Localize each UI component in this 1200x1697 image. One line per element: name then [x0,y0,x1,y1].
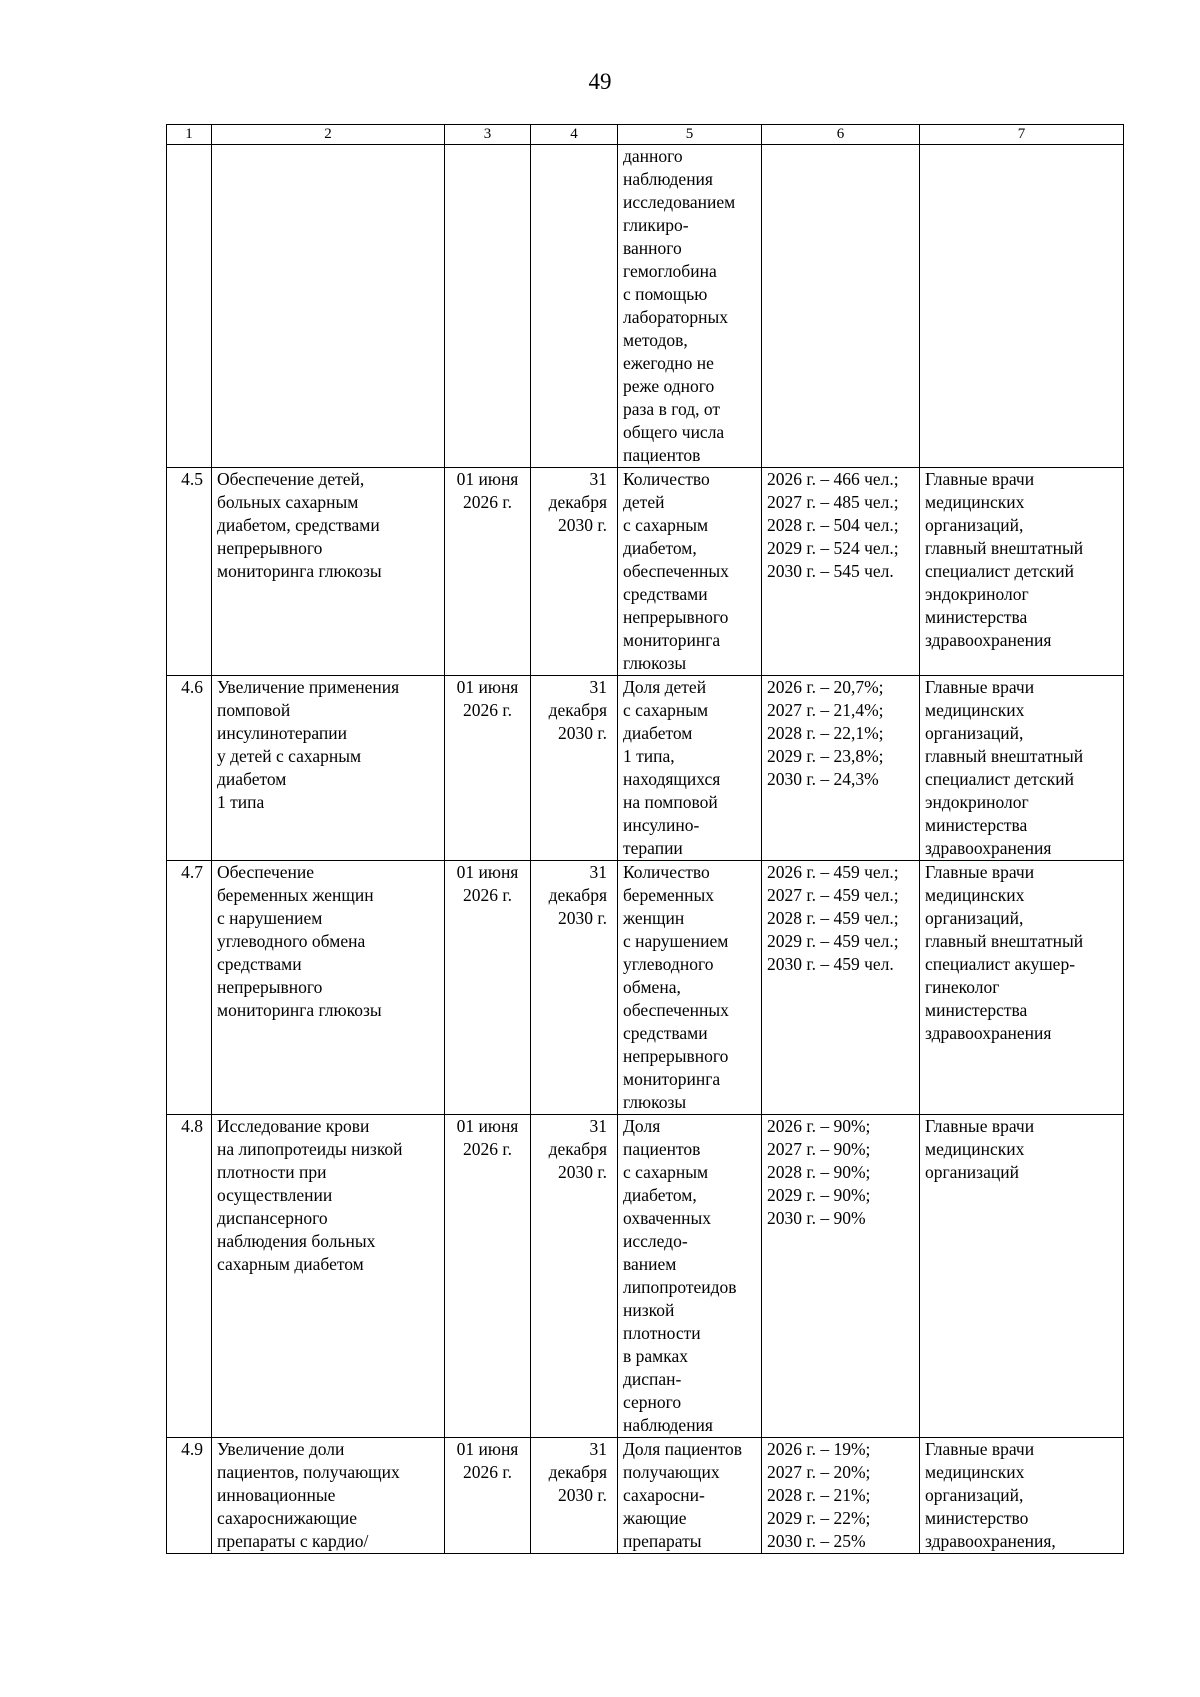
cell-line: инновационные [217,1485,336,1505]
cell-line: 2029 г. – 23,8%; [767,746,884,766]
cell-line: средствами [623,1023,708,1043]
responsible-cell [920,676,1124,861]
cell-line: липопротеидов [623,1277,737,1297]
cell-line: 2027 г. – 20%; [767,1462,871,1482]
start-date-cell [445,468,531,676]
column-number-6: 6 [762,125,920,145]
cell-line: главный внештатный [925,931,1084,951]
cell-line: медицинских [925,1462,1025,1482]
measure-name-cell [212,468,445,676]
row-number-cell: 4.6 [167,676,212,861]
cell-line: беременных женщин [217,885,374,905]
end-date-cell [531,1115,618,1438]
cell-line: 2028 г. – 90%; [767,1162,871,1182]
cell-line: декабря [548,885,607,905]
cell-line: 31 [589,862,607,882]
row-number-cell: 4.9 [167,1438,212,1554]
cell-line: 2026 г. [463,700,512,720]
column-number-3: 3 [445,125,531,145]
start-date-cell [445,1438,531,1554]
cell-line: терапии [623,838,683,858]
cell-line: диспансерного [217,1208,328,1228]
cell-line: министерства [925,607,1028,627]
cell-line: раза в год, от [623,399,721,419]
responsible-cell [920,468,1124,676]
table-row [167,861,1124,1115]
cell-line: гинеколог [925,977,1000,997]
measure-name-cell [212,676,445,861]
end-date-cell [531,468,618,676]
cell-line: Главные врачи [925,862,1035,882]
indicator-cell [618,1438,762,1554]
cell-line: серного [623,1392,682,1412]
table-row [167,468,1124,676]
cell-line: 1 типа [217,792,265,812]
cell-line: Увеличение доли [217,1439,345,1459]
cell-line: гликиро- [623,215,689,235]
cell-line: 31 [589,1116,607,1136]
cell-line: 2026 г. – 20,7%; [767,677,884,697]
cell-line: 2027 г. – 90%; [767,1139,871,1159]
cell-line: 01 июня [456,469,519,489]
responsible-cell [920,1115,1124,1438]
cell-line: на помповой [623,792,718,812]
cell-line: углеводного [623,954,714,974]
cell-line: обеспеченных [623,561,729,581]
cell-line: ванием [623,1254,677,1274]
cell-line: больных сахарным [217,492,359,512]
cell-line: в рамках [623,1346,688,1366]
cell-line: Доля пациентов [623,1439,743,1459]
cell-line: диабетом [623,723,693,743]
cell-line: сахароснижающие [217,1508,358,1528]
cell-line: с сахарным [623,1162,709,1182]
column-number-5: 5 [618,125,762,145]
indicator-cell [618,861,762,1115]
row-number-cell: 4.5 [167,468,212,676]
cell-line: Главные врачи [925,677,1035,697]
cell-line: министерства [925,815,1028,835]
cell-line: министерства [925,1000,1028,1020]
row-number-cell: 4.7 [167,861,212,1115]
cell-line: исследованием [623,192,736,212]
cell-line: 2026 г. [463,492,512,512]
cell-line: 2026 г. [463,1462,512,1482]
cell-line: декабря [548,1139,607,1159]
cell-line: жающие [623,1508,687,1528]
cell-line: пациентов [623,1139,701,1159]
cell-line: низкой [623,1300,675,1320]
cell-line: 01 июня [456,862,519,882]
cell-line: медицинских [925,885,1025,905]
cell-line: министерство [925,1508,1029,1528]
cell-line: препараты [623,1531,702,1551]
cell-line: медицинских [925,492,1025,512]
cell-line: 31 [589,469,607,489]
cell-line: гемоглобина [623,261,717,281]
cell-line: диабетом [217,769,287,789]
cell-line: 31 [589,1439,607,1459]
cell-line: организаций [925,1162,1019,1182]
cell-line: глюкозы [623,653,687,673]
row-number-cell [167,145,212,468]
cell-line: медицинских [925,700,1025,720]
cell-line: Главные врачи [925,1439,1035,1459]
start-date-cell [445,861,531,1115]
cell-line: 2026 г. – 466 чел.; [767,469,899,489]
cell-line: декабря [548,1462,607,1482]
cell-line: беременных [623,885,715,905]
cell-line: лабораторных [623,307,729,327]
cell-line: методов, [623,330,688,350]
target-values-cell [762,145,920,468]
cell-line: реже одного [623,376,715,396]
cell-line: сахароcни- [623,1485,705,1505]
target-values-cell [762,861,920,1115]
cell-line: пациентов [623,445,701,465]
cell-line: 2030 г. – 24,3% [767,769,879,789]
cell-line: организаций, [925,515,1024,535]
cell-line: осуществлении [217,1185,333,1205]
cell-line: препараты с кардио/ [217,1531,369,1551]
cell-line: мониторинга [623,630,721,650]
responsible-cell [920,861,1124,1115]
cell-line: Главные врачи [925,469,1035,489]
cell-line: главный внештатный [925,746,1084,766]
cell-line: ванного [623,238,682,258]
cell-line: с нарушением [217,908,323,928]
column-number-4: 4 [531,125,618,145]
cell-line: декабря [548,492,607,512]
table-row [167,145,1124,468]
target-values-cell [762,468,920,676]
column-number-2: 2 [212,125,445,145]
cell-line: 2026 г. – 19%; [767,1439,871,1459]
cell-line: мониторинга глюкозы [217,1000,382,1020]
measures-table [166,124,1124,1554]
cell-line: сахарным диабетом [217,1254,364,1274]
cell-line: 2026 г. – 90%; [767,1116,871,1136]
table-header-row [167,125,1124,145]
start-date-cell [445,145,531,468]
cell-line: у детей с сахарным [217,746,362,766]
cell-line: детей [623,492,665,512]
cell-line: организаций, [925,723,1024,743]
measure-name-cell [212,145,445,468]
cell-line: обмена, [623,977,681,997]
cell-line: декабря [548,700,607,720]
cell-line: охваченных [623,1208,711,1228]
cell-line: 2026 г. [463,885,512,905]
cell-line: наблюдения [623,169,713,189]
cell-line: диспан- [623,1369,682,1389]
cell-line: медицинских [925,1139,1025,1159]
cell-line: обеспеченных [623,1000,729,1020]
row-number-cell: 4.8 [167,1115,212,1438]
cell-line: эндокринолог [925,584,1029,604]
cell-line: 2029 г. – 459 чел.; [767,931,899,951]
cell-line: глюкозы [623,1092,687,1112]
cell-line: исследо- [623,1231,688,1251]
cell-line: 2029 г. – 90%; [767,1185,871,1205]
cell-line: 2026 г. [463,1139,512,1159]
cell-line: организаций, [925,908,1024,928]
cell-line: непрерывного [217,538,323,558]
cell-line: с сахарным [623,515,709,535]
cell-line: 01 июня [456,1439,519,1459]
end-date-cell [531,1438,618,1554]
cell-line: с сахарным [623,700,709,720]
target-values-cell [762,676,920,861]
end-date-cell [531,145,618,468]
measure-name-cell [212,1115,445,1438]
cell-line: наблюдения больных [217,1231,376,1251]
cell-line: здравоохранения [925,630,1052,650]
cell-line: 01 июня [456,677,519,697]
cell-line: 2030 г. – 25% [767,1531,866,1551]
cell-line: Увеличение применения [217,677,400,697]
cell-line: плотности при [217,1162,327,1182]
cell-line: диабетом, [623,1185,697,1205]
end-date-cell [531,861,618,1115]
cell-line: 2029 г. – 524 чел.; [767,538,899,558]
cell-line: пациентов, получающих [217,1462,400,1482]
cell-line: специалист детский [925,769,1074,789]
cell-line: с помощью [623,284,708,304]
cell-line: непрерывного [217,977,323,997]
cell-line: 2028 г. – 459 чел.; [767,908,899,928]
measure-name-cell [212,1438,445,1554]
responsible-cell [920,145,1124,468]
cell-line: 2030 г. [558,723,607,743]
cell-line: 2030 г. [558,1162,607,1182]
table-row [167,676,1124,861]
cell-line: диабетом, средствами [217,515,380,535]
cell-line: 2029 г. – 22%; [767,1508,871,1528]
cell-line: главный внештатный [925,538,1084,558]
indicator-cell [618,468,762,676]
responsible-cell [920,1438,1124,1554]
cell-line: плотности [623,1323,701,1343]
column-number-1: 1 [167,125,212,145]
start-date-cell [445,676,531,861]
cell-line: мониторинга [623,1069,721,1089]
cell-line: на липопротеиды низкой [217,1139,403,1159]
cell-line: 31 [589,677,607,697]
cell-line: Обеспечение [217,862,315,882]
cell-line: 2030 г. – 545 чел. [767,561,894,581]
cell-line: данного [623,146,683,166]
cell-line: Количество [623,469,710,489]
cell-line: 2030 г. [558,515,607,535]
cell-line: 1 типа, [623,746,675,766]
cell-line: наблюдения [623,1415,713,1435]
start-date-cell [445,1115,531,1438]
cell-line: Исследование крови [217,1116,370,1136]
cell-line: Доля [623,1116,661,1136]
cell-line: ежегодно не [623,353,714,373]
cell-line: 2030 г. [558,1485,607,1505]
cell-line: общего числа [623,422,725,442]
table-row [167,1115,1124,1438]
cell-line: 2027 г. – 21,4%; [767,700,884,720]
cell-line: 2027 г. – 485 чел.; [767,492,899,512]
cell-line: мониторинга глюкозы [217,561,382,581]
cell-line: здравоохранения [925,1023,1052,1043]
cell-line: специалист акушер- [925,954,1076,974]
cell-line: 2028 г. – 22,1%; [767,723,884,743]
cell-line: средствами [217,954,302,974]
cell-line: женщин [623,908,685,928]
cell-line: непрерывного [623,607,729,627]
cell-line: 2028 г. – 504 чел.; [767,515,899,535]
cell-line: находящихся [623,769,721,789]
end-date-cell [531,676,618,861]
cell-line: здравоохранения, [925,1531,1056,1551]
cell-line: средствами [623,584,708,604]
page-number: 49 [588,69,612,94]
cell-line: инсулинотерапии [217,723,348,743]
indicator-cell [618,145,762,468]
cell-line: специалист детский [925,561,1074,581]
cell-line: 2030 г. – 459 чел. [767,954,894,974]
cell-line: Главные врачи [925,1116,1035,1136]
cell-line: Количество [623,862,710,882]
target-values-cell [762,1438,920,1554]
cell-line: эндокринолог [925,792,1029,812]
cell-line: с нарушением [623,931,729,951]
cell-line: 2030 г. [558,908,607,928]
cell-line: помповой [217,700,291,720]
cell-line: Доля детей [623,677,707,697]
cell-line: здравоохранения [925,838,1052,858]
cell-line: 2028 г. – 21%; [767,1485,871,1505]
indicator-cell [618,1115,762,1438]
cell-line: инсулино- [623,815,700,835]
cell-line: 2030 г. – 90% [767,1208,866,1228]
cell-line: Обеспечение детей, [217,469,365,489]
indicator-cell [618,676,762,861]
cell-line: 2027 г. – 459 чел.; [767,885,899,905]
cell-line: 2026 г. – 459 чел.; [767,862,899,882]
cell-line: непрерывного [623,1046,729,1066]
target-values-cell [762,1115,920,1438]
column-number-7: 7 [920,125,1124,145]
cell-line: углеводного обмена [217,931,366,951]
cell-line: получающих [623,1462,720,1482]
cell-line: организаций, [925,1485,1024,1505]
table-row [167,1438,1124,1554]
cell-line: диабетом, [623,538,697,558]
cell-line: 01 июня [456,1116,519,1136]
measure-name-cell [212,861,445,1115]
